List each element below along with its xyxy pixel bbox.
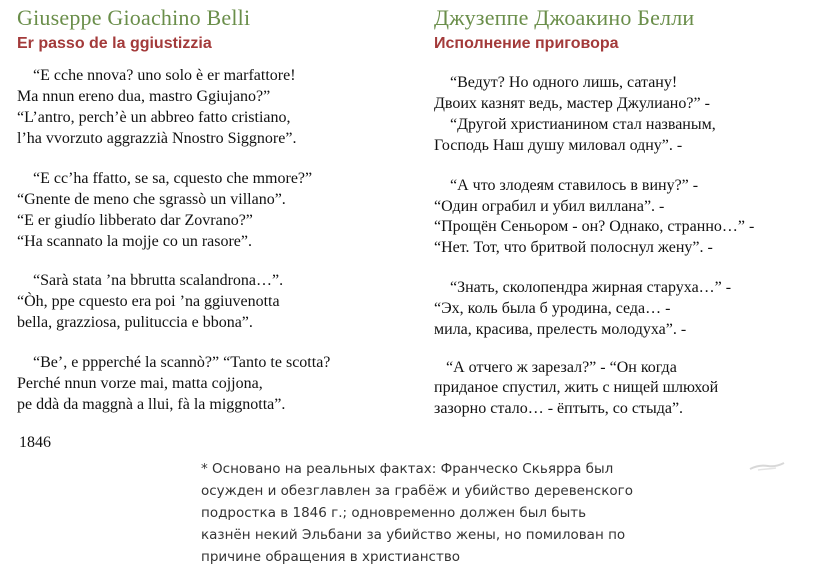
poem-title-russian: Исполнение приговора xyxy=(434,35,619,52)
poem-line: “E er giudío libberato dar Zovrano?” xyxy=(17,212,253,229)
poem-line: “Òh, ppe cquesto era poi ’na ggiuvenotta xyxy=(17,293,280,310)
poem-line: “Нет. Тот, что бритвой полоснул жену”. - xyxy=(434,239,713,256)
poem-line: “Be’, e ppperché la scannò?” “Tanto te scotta? xyxy=(17,354,331,371)
footnote-line: подростка в 1846 г.; одновременно должен был быть xyxy=(201,505,587,521)
poem-line: “Ведут? Но одного лишь, сатану! xyxy=(434,74,678,91)
footnote-line: осужден и обезглавлен за грабёж и убийство деревенского xyxy=(201,483,633,499)
poem-line: “E cche nnova? uno solo è er marfattore! xyxy=(17,67,296,84)
poem-line: мила, красива, прелесть молодуха”. - xyxy=(434,321,687,338)
poem-line: “Эх, коль была б уродина, седа… - xyxy=(434,300,671,317)
footnote xyxy=(201,458,671,568)
poem-line: “E cc’ha ffatto, se sa, cquesto che mmore?” xyxy=(17,170,313,187)
poem-line: “Ha scannato la mojje co un rasore”. xyxy=(17,233,253,250)
poem-line: “А отчего ж зарезал?” - “Он когда xyxy=(434,359,677,376)
poem-line: “Sarà stata ’na bbrutta scalandrona…”. xyxy=(17,272,284,289)
smudge-mark xyxy=(748,460,786,474)
author-name-italian: Giuseppe Gioachino Belli xyxy=(17,5,251,30)
poem-line: “Прощён Сеньором - он? Однако, странно…” - xyxy=(434,218,755,235)
footnote-line: причине обращения в христианство xyxy=(201,549,461,565)
poem-line: зазорно стало… - ёптыть, со стыда”. xyxy=(434,400,684,417)
footnote-line: * Основано на реальных фактах: Франческо Скьярра был xyxy=(201,461,614,477)
poem-line: Perché nnun vorze mai, matta cojjona, xyxy=(17,375,263,392)
poem-line: Двоих казнят ведь, мастер Джулиано?” - xyxy=(434,95,710,112)
poem-line: “Знать, сколопендра жирная старуха…” - xyxy=(434,279,732,296)
poem-line: Ma nnun ereno dua, mastro Ggiujano?” xyxy=(17,88,271,105)
poem-line: “Другой христианином стал названым, xyxy=(434,116,716,133)
poem-line: “А что злодеям ставилось в вину?” - xyxy=(434,177,699,194)
poem-title-italian: Er passo de la ggiustizzia xyxy=(17,35,212,52)
poem-year: 1846 xyxy=(19,434,51,451)
poem-line: “Один ограбил и убил виллана”. - xyxy=(434,198,665,215)
poem-line: “Gnente de meno che sgrassò un villano”. xyxy=(17,191,286,208)
poem-line: l’ha vvorzuto aggrazzià Nnostro Siggnore”. xyxy=(17,130,297,147)
poem-line: приданое спустил, жить с нищей шлюхой xyxy=(434,379,719,396)
poem-line: “L’antro, perch’è un abbreo fatto cristiano, xyxy=(17,109,291,126)
poem-line: bella, grazziosa, pulituccia e bbona”. xyxy=(17,314,253,331)
poem-line: Господь Наш душу миловал одну”. - xyxy=(434,137,683,154)
poem-line: pe ddà da maggnà a llui, fà la miggnotta”. xyxy=(17,396,286,413)
author-name-russian: Джузеппе Джоакино Белли xyxy=(434,5,695,30)
footnote-line: казнён некий Эльбани за убийство жены, но помилован по xyxy=(201,527,626,543)
